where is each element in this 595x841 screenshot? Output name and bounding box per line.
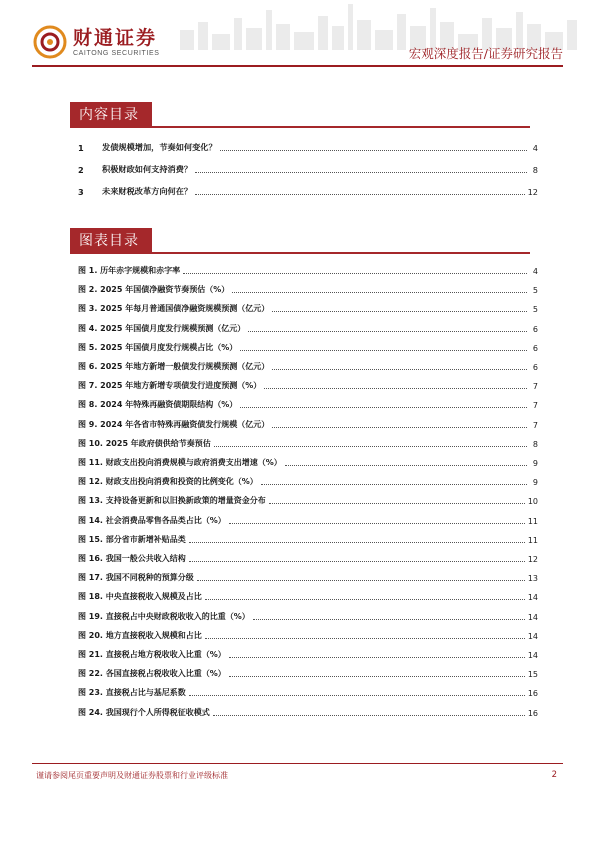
leader-dots [205,598,525,600]
figure-item-page: 7 [532,401,538,411]
leader-dots [240,406,527,408]
figure-item-page: 6 [532,363,538,372]
figure-item-page: 6 [532,343,538,353]
figure-item-title: 图 8. 2024 年特殊再融资债期限结构（%） [78,400,238,410]
figure-item-page: 14 [527,612,538,622]
figure-item-title: 图 6. 2025 年地方新增一般债发行规模预测（亿元） [78,362,270,371]
contents-item-number: 1 [78,143,84,153]
figure-item[interactable] [78,456,538,468]
figure-item-page: 16 [527,708,538,718]
caitong-logo-icon [33,25,67,59]
figure-item-page: 6 [532,324,538,334]
figure-item-page: 15 [527,670,538,680]
leader-dots [272,310,527,312]
figure-item[interactable] [78,571,538,583]
logo-chinese-name: 财通证券 [73,26,158,49]
figure-item-title: 图 7. 2025 年地方新增专项债发行进度预测（%） [78,381,262,391]
figure-item[interactable] [78,379,538,391]
leader-dots [220,149,527,151]
figure-item-title: 图 17. 我国不同税种的预算分级 [78,573,194,583]
figure-item[interactable] [78,475,538,487]
figure-item-title: 图 4. 2025 年国债月度发行规模预测（亿元） [78,323,246,333]
footer-disclaimer: 谨请参阅尾页重要声明及财通证券股票和行业评级标准 [36,771,228,780]
contents-banner [70,102,530,128]
figure-item-page: 11 [527,535,538,545]
figure-item-title: 图 14. 社会消费品零售各品类占比（%） [78,515,226,525]
figure-item-title: 图 23. 直接税占比与基尼系数 [78,688,186,698]
leader-dots [248,330,527,332]
figure-item[interactable] [78,686,538,698]
figure-item-page: 4 [532,267,538,276]
leader-dots [232,291,527,293]
leader-dots [183,272,527,274]
figure-item[interactable] [78,552,538,564]
figure-item[interactable] [78,283,538,295]
contents-item-page: 4 [532,143,538,153]
company-logo [33,25,160,59]
leader-dots [189,694,525,696]
leader-dots [229,656,525,658]
leader-dots [214,445,527,447]
figure-item-title: 图 20. 地方直接税收入规模和占比 [78,630,202,640]
contents-item-page: 12 [527,187,538,197]
figure-item[interactable] [78,302,538,314]
figure-item[interactable] [78,514,538,526]
figures-heading: 图表目录 [79,233,139,249]
leader-dots [285,464,527,466]
contents-heading: 内容目录 [79,107,139,123]
figure-item[interactable] [78,629,538,641]
figure-item[interactable] [78,264,538,276]
leader-dots [229,522,525,524]
figure-item-title: 图 24. 我国现行个人所得税征收模式 [78,707,210,717]
contents-item-number: 2 [78,165,84,175]
figure-item[interactable] [78,610,538,622]
figure-item-page: 12 [527,555,538,564]
figure-item[interactable] [78,533,538,545]
figure-item-title: 图 22. 各国直接税占税收收入比重（%） [78,669,226,679]
figure-item[interactable] [78,322,538,334]
footer-divider [32,763,563,764]
figure-item[interactable] [78,341,538,353]
figure-item[interactable] [78,418,538,430]
leader-dots [272,368,527,370]
figure-item-page: 14 [527,593,538,603]
figure-item-title: 图 9. 2024 年各省市特殊再融资债发行规模（亿元） [78,419,270,429]
figure-item-page: 16 [527,689,538,699]
figure-item-page: 5 [532,305,538,315]
contents-item[interactable] [78,161,538,175]
page-number: 2 [551,770,557,780]
logo-english-name: CAITONG SECURITIES [73,49,160,57]
figure-item[interactable] [78,667,538,679]
figure-item-page: 5 [532,286,538,296]
figure-item-title: 图 18. 中央直接税收入规模及占比 [78,592,202,602]
header-divider [32,65,563,67]
contents-item-title: 未来财税改革方向何在？ [102,186,193,196]
contents-item-title: 发债规模增加，节奏如何变化？ [102,142,217,152]
figure-item-page: 13 [527,574,538,584]
city-skyline-watermark [170,0,595,50]
figure-item-title: 图 1. 历年赤字规模和赤字率 [78,266,181,275]
contents-item[interactable] [78,139,538,153]
leader-dots [253,618,525,620]
figure-item-page: 7 [532,420,538,430]
figure-item-title: 图 15. 部分省市新增补贴品类 [78,534,186,544]
leader-dots [261,483,527,485]
leader-dots [189,560,525,562]
figure-item[interactable] [78,437,538,449]
figure-item-page: 14 [527,651,538,660]
contents-item-page: 8 [532,165,538,175]
figure-item-title: 图 11. 财政支出投向消费规模与政府消费支出增速（%） [78,458,282,467]
leader-dots [269,502,525,504]
figure-item-title: 图 10. 2025 年政府债供给节奏预估 [78,438,211,448]
figure-item[interactable] [78,648,538,660]
leader-dots [195,193,525,195]
contents-item-title: 积极财政如何支持消费？ [102,164,193,174]
leader-dots [195,171,527,173]
figure-item-title: 图 2. 2025 年国债净融资节奏预估（%） [78,285,230,295]
figure-item-page: 7 [532,382,538,392]
leader-dots [240,349,527,351]
figure-item[interactable] [78,706,538,718]
leader-dots [264,387,527,389]
figure-item-title: 图 5. 2025 年国债月度发行规模占比（%） [78,342,238,352]
figures-banner [70,228,530,254]
figure-item[interactable] [78,398,538,410]
figure-item-page: 9 [532,459,538,468]
figure-item[interactable] [78,494,538,506]
figure-item[interactable] [78,360,538,372]
figure-item-page: 9 [532,478,538,488]
contents-item[interactable] [78,183,538,197]
figure-item-title: 图 13. 支持设备更新和以旧换新政策的增量资金分布 [78,496,266,506]
figure-item-title: 图 3. 2025 年每月普通国债净融资规模预测（亿元） [78,304,270,314]
page-header [0,0,595,72]
figure-item-page: 14 [527,631,538,641]
figure-item[interactable] [78,590,538,602]
figure-item-title: 图 16. 我国一般公共收入结构 [78,554,186,563]
figure-item-page: 8 [532,439,538,449]
figure-item-title: 图 12. 财政支出投向消费和投资的比例变化（%） [78,477,258,487]
figure-item-page: 11 [527,516,538,526]
leader-dots [272,426,527,428]
leader-dots [189,541,525,543]
leader-dots [197,579,525,581]
contents-item-number: 3 [78,187,84,197]
figure-item-page: 10 [527,497,538,507]
leader-dots [229,675,525,677]
report-type-label: 宏观深度报告/证券研究报告 [408,46,563,61]
leader-dots [205,637,525,639]
figure-item-title: 图 21. 直接税占地方税收收入比重（%） [78,650,226,659]
leader-dots [213,714,525,716]
figure-item-title: 图 19. 直接税占中央财政税收收入的比重（%） [78,611,250,621]
